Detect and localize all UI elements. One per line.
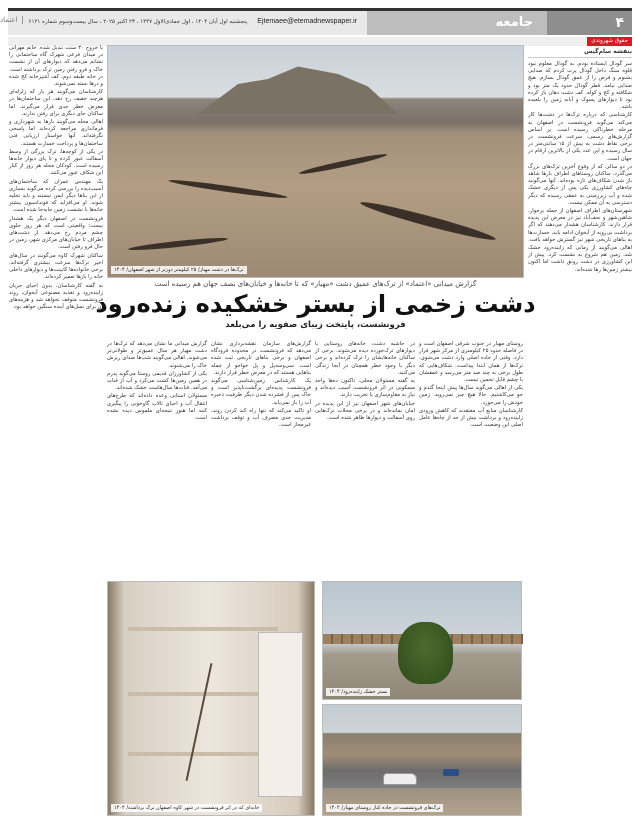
wall-crack	[186, 663, 213, 781]
paragraph: سر گودال ایستاده بودم. به گودال معلوم نبود قلوه سنگ داخل گودال پرت کردم که صدایی بشنوم و فرض را از عمق گودال بسازم. هیچ صدایی نیامد. قطر گودال حدود یک متر بود و شکافته و کج و کوله. کف دشت دهان باز کرده بود تا دیوارهای پسوک و آبانه زمین را بلعیده باشد.	[528, 61, 632, 111]
paragraph: یکی از کشاورزان قدیمی روستا می‌گوید پدرم در همین زمین‌ها کشت می‌کرد و آب از قنات می‌آمد. قنات‌ها سال‌هاست خشک شده‌اند.	[107, 370, 207, 392]
page-number: ۴	[547, 11, 632, 35]
category-tag: حقوق شهروندی	[587, 37, 632, 46]
paragraph: یک کارشناس زمین‌شناسی می‌گوید فرونشست پدیده‌ای برگشت‌ناپذیر است و خاک پس از فشرده شدن دیگر ظرفیت ذخیره آب را باز نمی‌یابد.	[211, 378, 311, 406]
article-headline: دشت زخمی از بستر خشکیده زنده‌رود	[95, 290, 536, 318]
cabinet-door	[258, 632, 303, 797]
paragraph: در دو سالی که از وقوع آخرین ترک‌های بزرگ می‌گذرد، ساکنان روستاهای اطراف بارها شاهد باز شدن شکاف‌های تازه بوده‌اند. آنها می‌گویند چاه‌های کشاورزی یکی پس از دیگری خشک شده و آب زیرزمینی به عمقی رسیده که دیگر دسترسی به آن ممکن نیست.	[528, 163, 632, 206]
ground-crack	[168, 178, 288, 201]
paragraph: کارشناسی که درباره ترک‌ها در دشت‌ها کار می‌کند می‌گوید فرونشست در اصفهان به مرحله خطرناکی رسیده است. بر اساس گزارش‌های رسمی، سرعت فرونشست در برخی نقاط دشت به بیش از ۱۵ سانتی‌متر در سال رسیده و این عدد یکی از بالاترین ارقام در جهان است.	[528, 112, 632, 162]
newspaper-logo: اعتماد	[0, 16, 23, 24]
article-column-4	[107, 341, 207, 578]
tree-shape	[398, 622, 453, 684]
ground-crack	[298, 152, 387, 177]
article-kicker: گزارش میدانی «اعتماد» از ترک‌های عمیق دشت «مهیار» که تا خانه‌ها و خیابان‌های نصف جهان هم رسیده است	[154, 280, 477, 288]
cabinet-photo-caption: خانه‌ای که در اثر فرونشست در شهر کاوه اصفهان ترک برداشته/ ۱۴۰۴	[111, 804, 262, 813]
paragraph: در حاشیه دشت، خانه‌های روستایی با دیوارهای ترک‌خورده دیده می‌شوند. برخی از ساکنان خانه‌هایشان را ترک کرده‌اند و برخی دیگر با وجود خطر همچنان در آنجا زندگی می‌کنند.	[315, 341, 415, 376]
ground-crack	[128, 236, 228, 252]
article-heading	[95, 279, 536, 339]
paragraph: به گفته کارشناسان، بدون احیای جریان زاینده‌رود و تغذیه مصنوعی آبخوان، روند فرونشست متوقف نخواهد شد و هزینه‌های آن برای نسل‌های آینده سنگین خواهد بود.	[9, 282, 103, 311]
paragraph: گزارش‌های سازمان نقشه‌برداری نشان می‌دهد که فرونشست در محدوده فرودگاه اصفهان و برخی بناهای تاریخی ثبت شده است. سی‌وسه‌پل و پل خواجو از جمله بناهایی هستند که در معرض خطر قرار دارند.	[211, 341, 311, 376]
article-column-1	[419, 341, 523, 578]
paragraph: کارشناسان می‌گویند هر بار که زلزله‌ای هرچند خفیف رخ دهد، این ساختمان‌ها در معرض خطر جدی قرار می‌گیرند. اما ساکنان جای دیگری برای رفتن ندارند.	[9, 89, 103, 117]
right-column-text	[528, 61, 632, 815]
paragraph: در یکی از کوچه‌ها، ترک بزرگی از وسط آسفالت عبور کرده و تا پای دیوار خانه‌ها رسیده است. کودکان محله هر روز از کنار این شکاف عبور می‌کنند.	[9, 148, 103, 177]
author-byline: بنفشه سام‌گیس	[528, 48, 632, 58]
shelf	[128, 752, 278, 756]
section-email[interactable]: Ejtemaee@etemadnewspaper.ir	[257, 18, 357, 25]
article-column-3	[211, 341, 311, 578]
issue-date: پنجشنبه اول آبان ۱۴۰۴ ، اول جمادی‌الاول ۱۴۴۷ ، ۲۳ اکتبر ۲۰۲۵ ، سال بیست‌و‌سوم شماره ۶۱۲۱	[28, 19, 248, 25]
paragraph: یکی از اهالی می‌گوید سال‌ها پیش اینجا گندم و جو می‌کاشتیم. حالا هیچ چیز نمی‌روید. زمین خودش را می‌خورد.	[419, 385, 523, 406]
shelf	[128, 627, 278, 631]
paragraph: اهالی محله می‌گویند بارها به شهرداری و فرمانداری مراجعه کرده‌اند اما پاسخی نگرفته‌اند. آنها خواستار ارزیابی فنی ساختمان‌ها و پرداخت خسارت هستند.	[9, 119, 103, 147]
paragraph: شهرستان‌های اطراف اصفهان از جمله برخوار، شاهین‌شهر و نجف‌آباد نیز در معرض این پدیده قرار دارند. کارشناسان هشدار می‌دهند که اگر برداشت بی‌رویه از آبخوان ادامه یابد، خسارت‌ها به بناهای تاریخی شهر نیز گسترش خواهد یافت.	[528, 208, 632, 243]
paragraph: گزارش میدانی ما نشان می‌دهد که ترک‌ها در دشت مهیار هر سال عمیق‌تر و طولانی‌تر می‌شوند. اهالی می‌گویند شب‌ها صدای ریزش خاک را می‌شنوند.	[107, 341, 207, 369]
road-cracks-photo	[322, 704, 522, 816]
main-photo-caption: ترک‌ها در دشت مهیار/ ۲۵ کیلومتر دورتر از شهر اصفهان/ ۱۴۰۴	[111, 266, 247, 275]
car-shape	[383, 773, 417, 785]
paragraph: یک مهندس عمران که ساختمان‌های آسیب‌دیده را بررسی کرده می‌گوید بسیاری از این بناها دیگر ایمن نیستند و باید تخلیه شوند. او می‌افزاید که فونداسیون بیشتر خانه‌ها با نشست زمین جابه‌جا شده است.	[9, 178, 103, 214]
paragraph: ساکنان شهرک کاوه می‌گویند در سال‌های اخیر ترک‌ها سرعت بیشتری گرفته‌اند. برخی خانواده‌ها کابینت‌ها و دیوارهای داخلی خانه را بارها تعمیر کرده‌اند.	[8, 252, 103, 281]
paragraph: او تاکید می‌کند که تنها راه کند کردن روند، مدیریت جدی مصرف آب و توقف برداشت غیرمجاز است.	[211, 407, 311, 429]
main-photo-cracked-plain	[107, 45, 524, 278]
tree-photo-caption: بستر خشک زاینده‌رود/ ۱۴۰۴	[326, 688, 390, 697]
paragraph: اهالی می‌گویند از زمانی که زاینده‌رود خشک شد، زمین هم شروع به نشست کرد. پیش از این کشاورزی در دشت رونق داشت اما اکنون بیشتر زمین‌ها رها شده‌اند.	[528, 245, 632, 273]
paragraph: به گفته مسئولان محلی، تاکنون ده‌ها واحد مسکونی در اثر فرونشست آسیب دیده‌اند و نیاز به مقاوم‌سازی یا تخریب دارند.	[315, 378, 415, 399]
paragraph: کارشناسان منابع آب معتقدند که کاهش ورودی زاینده‌رود و برداشت بیش از حد از چاه‌ها عامل اصلی این وضعیت است.	[419, 407, 523, 429]
mountain-shape	[198, 64, 398, 114]
left-column-text	[9, 45, 103, 815]
car-shape-blue	[443, 769, 459, 776]
paragraph: خیابان‌های شهر اصفهان نیز از این پدیده در امان نمانده‌اند و در برخی محلات ترک‌هایی روی آسفالت و دیوارها ظاهر شده است.	[315, 400, 415, 422]
road-photo-caption: ترک‌های فرونشست در جاده کنار روستای مهیار/ ۱۴۰۴	[326, 804, 443, 813]
article-subhead: فرونشست، پایتخت زیبای صفویه را می‌بلعد	[225, 320, 406, 330]
section-title: جامعه	[367, 11, 547, 35]
paragraph: فرونشست در اصفهان دیگر یک هشدار نیست؛ واقعیتی است که هر روز جلوی چشم مردم رخ می‌دهد. از دشت‌های اطراف تا خیابان‌های مرکزی شهر، زمین در حال فرو رفتن است.	[9, 215, 103, 251]
paragraph: با خروج ۳۰ سنت تبدیل شده. خانم مهرانی در میدان فرعی شهرک گاه ساختمانی را نشانم می‌دهد که دیوارهای آن از نشست خاک و فرو رفتن زمین ترک برداشته است. در خانه طبقه دوم، کف آشپزخانه کج شده و درها بسته نمی‌شوند.	[9, 45, 103, 88]
ground-crack	[359, 198, 497, 244]
cracked-cabinet-photo	[107, 581, 315, 816]
paragraph: روستای مهیار در جنوب شرقی اصفهان است و در فاصله حدود ۲۵ کیلومتری از مرکز شهر قرار دارد. وقتی از جاده اصلی وارد دشت می‌شوی، ترک‌ها از همان ابتدا پیداست. شکاف‌هایی که طول برخی به چند صد متر می‌رسد و عمقشان با چشم قابل تخمین نیست.	[419, 341, 523, 384]
page-header	[0, 8, 632, 35]
dry-river-tree-photo	[322, 581, 522, 700]
article-column-2	[315, 341, 415, 578]
paragraph: مسئولان استانی وعده داده‌اند که طرح‌های انتقال آب و احیای تالاب گاوخونی را پیگیری کنند اما هنوز نتیجه‌ای ملموس دیده نشده است.	[107, 393, 207, 422]
